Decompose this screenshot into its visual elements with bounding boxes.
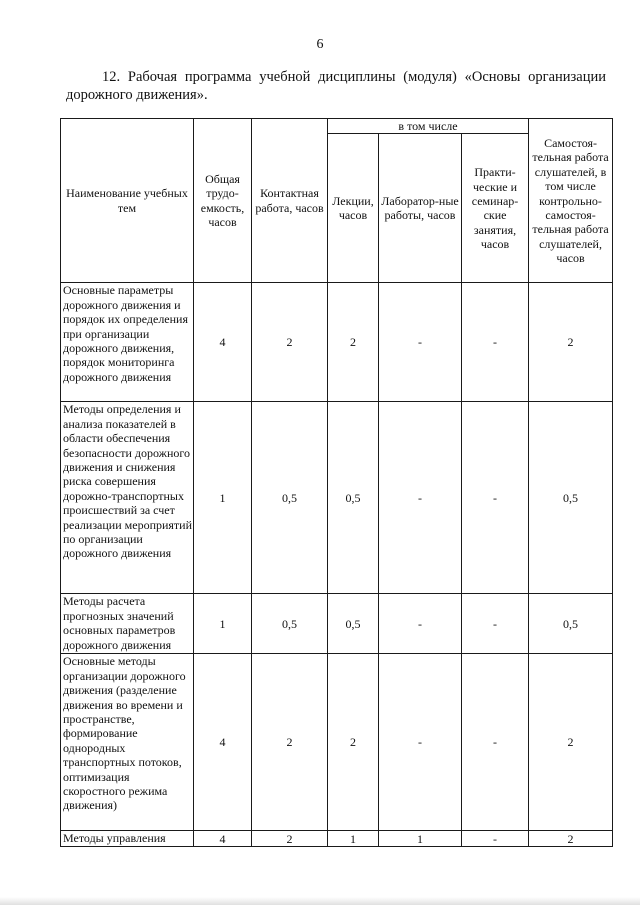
row-lectures: 1: [328, 831, 379, 847]
table-row: [61, 402, 613, 594]
row-total: 4: [194, 283, 252, 402]
table-row: [61, 831, 613, 847]
row-topic: Основные параметры дорожного движения и порядок их определения при организации дорожного движения, порядок мониторинга дорожного движения: [61, 283, 194, 402]
row-total: 1: [194, 594, 252, 654]
header-topic: Наименование учебных тем: [61, 119, 194, 283]
header-self: Самостоя-тельная работа слушателей, в том числе контрольно-самостоя-тельная работа слушателей, часов: [529, 119, 613, 283]
row-topic: Основные методы организации дорожного движения (разделение движения во времени и пространстве, формирование однородных транспортных потоков, оптимизация скоростного режима движения): [61, 654, 194, 831]
row-practice: -: [462, 831, 529, 847]
row-self: 0,5: [529, 594, 613, 654]
curriculum-table: [60, 118, 613, 847]
header-contact: Контактная работа, часов: [252, 119, 328, 283]
scan-edge-shadow: [0, 897, 640, 905]
header-labs: Лаборатор-ные работы, часов: [379, 134, 462, 283]
row-contact: 2: [252, 283, 328, 402]
row-labs: -: [379, 402, 462, 594]
row-contact: 2: [252, 831, 328, 847]
row-total: 1: [194, 402, 252, 594]
table-row: [61, 654, 613, 831]
row-total: 4: [194, 654, 252, 831]
row-labs: 1: [379, 831, 462, 847]
row-topic: Методы расчета прогнозных значений основных параметров дорожного движения: [61, 594, 194, 654]
row-lectures: 0,5: [328, 402, 379, 594]
row-practice: -: [462, 283, 529, 402]
row-practice: -: [462, 594, 529, 654]
row-topic: Методы определения и анализа показателей в области обеспечения безопасности дорожного движения и снижения риска совершения дорожно-транспортных происшествий за счет реализации мероприятий по организации дорожного движения: [61, 402, 194, 594]
row-lectures: 2: [328, 654, 379, 831]
header-including: в том числе: [328, 119, 529, 134]
table-row: [61, 283, 613, 402]
row-labs: -: [379, 654, 462, 831]
row-lectures: 2: [328, 283, 379, 402]
row-contact: 2: [252, 654, 328, 831]
table-row: [61, 594, 613, 654]
row-practice: -: [462, 654, 529, 831]
header-practice: Практи-ческие и семинар-ские занятия, часов: [462, 134, 529, 283]
row-contact: 0,5: [252, 594, 328, 654]
header-lectures: Лекции, часов: [328, 134, 379, 283]
header-total: Общая трудо-емкость, часов: [194, 119, 252, 283]
row-labs: -: [379, 594, 462, 654]
row-self: 2: [529, 831, 613, 847]
row-total: 4: [194, 831, 252, 847]
row-self: 2: [529, 283, 613, 402]
row-labs: -: [379, 283, 462, 402]
row-practice: -: [462, 402, 529, 594]
row-contact: 0,5: [252, 402, 328, 594]
section-heading: 12. Рабочая программа учебной дисциплины (модуля) «Основы организации дорожного движения».: [66, 69, 606, 103]
row-self: 2: [529, 654, 613, 831]
page-number: 6: [316, 37, 324, 52]
row-self: 0,5: [529, 402, 613, 594]
row-topic: Методы управления: [61, 831, 194, 847]
row-lectures: 0,5: [328, 594, 379, 654]
